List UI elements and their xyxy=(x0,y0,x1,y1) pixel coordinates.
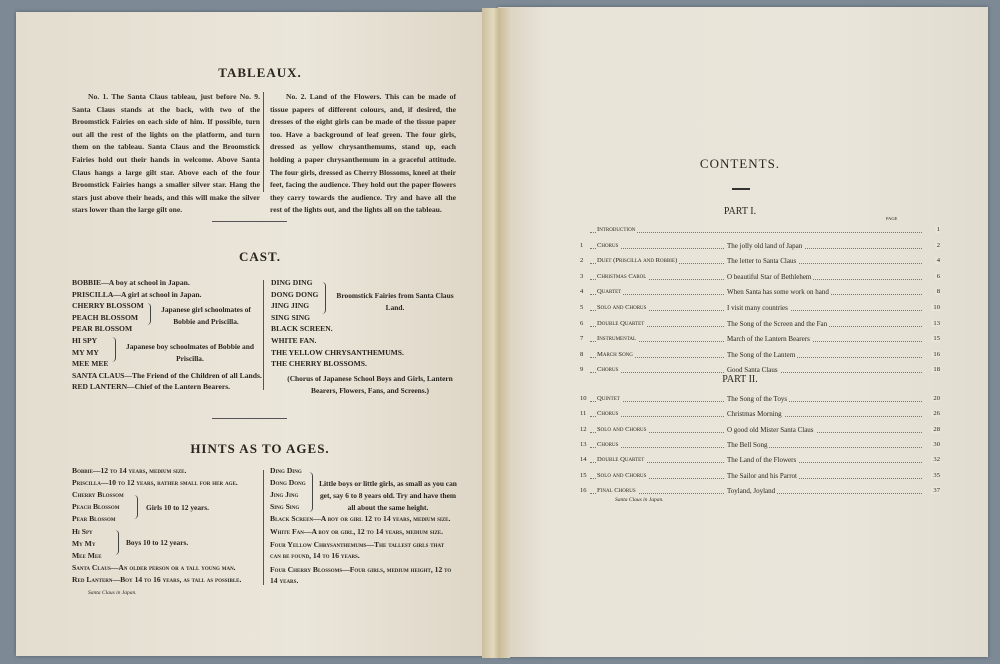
tableau-1-text: No. 1. The Santa Claus tableau, just before No. 9. Santa Claus stands at the back, with two of the Broomstick Fairies on each side of him. If possible, turn out all the rest of the lights on the platform, and turn them on the tableau. Santa Claus and the Broomstick Fairies hold out their hands in welcome. Above Santa Claus hangs a large gilt star. Above each of the four Broomstick Fairies hangs a smaller silver star. Hang the stars just above their heads, and this will make the silver stars lower than the large gilt one. xyxy=(72,92,260,215)
entry-page: 6 xyxy=(936,272,940,280)
list-item: JING JING xyxy=(271,301,310,311)
list-item: Santa Claus—An older person or a tall young man. xyxy=(72,562,236,572)
entry-type: Chorus xyxy=(597,440,619,448)
list-item: BOBBIE—A boy at school in Japan. xyxy=(72,278,190,287)
list-item: THE YELLOW CHRYSANTHEMUMS. xyxy=(271,347,404,357)
list-item: Pear Blossom xyxy=(72,514,116,524)
list-item: My My xyxy=(72,538,96,548)
list-item: SANTA CLAUS—The Friend of the Children of all Lands. xyxy=(72,370,262,380)
entry-page: 1 xyxy=(936,226,940,233)
list-item: CHERRY BLOSSOM xyxy=(72,301,144,311)
entry-song: The letter to Santa Claus xyxy=(727,257,797,266)
divider xyxy=(212,418,287,419)
entry-song: I visit many countries xyxy=(727,304,788,312)
contents-entry[interactable] xyxy=(580,441,940,453)
list-item: DONG DONG xyxy=(271,289,319,299)
contents-entry[interactable] xyxy=(580,273,940,285)
list-item: Bobbie—12 to 14 years, medium size. xyxy=(72,466,187,475)
entry-page: 37 xyxy=(933,486,940,494)
entry-page: 28 xyxy=(933,425,940,433)
entry-number: 12 xyxy=(580,425,587,433)
part-1-title: PART I. xyxy=(723,206,757,217)
hints-fairies-note: Little boys or little girls, as small as you can get, say 6 to 8 years old. Try and have them all about the same height. xyxy=(319,479,457,512)
cast-boys-note: Japanese boy schoolmates of Bobbie and Priscilla. xyxy=(126,342,254,363)
cast-chorus-note: (Chorus of Japanese School Boys and Girls, Lantern Bearers, Flowers, Fans, and Screens.) xyxy=(287,374,453,395)
entry-type: Duet (Priscilla and Robbie) xyxy=(597,257,678,265)
contents-entry[interactable] xyxy=(580,288,940,300)
entry-page: 18 xyxy=(933,366,940,374)
cast-title: CAST. xyxy=(239,249,281,264)
contents-entry[interactable] xyxy=(580,351,940,363)
entry-type: Chorus xyxy=(597,366,619,374)
entry-song: The Song of the Screen and the Fan xyxy=(727,319,828,328)
list-item: Cherry Blossom xyxy=(72,490,124,500)
entry-type: Christmas Carol xyxy=(597,272,647,280)
contents-entry[interactable] xyxy=(580,320,940,332)
contents-entry[interactable] xyxy=(580,410,940,422)
entry-number: 13 xyxy=(580,440,587,448)
entry-type: Quintet xyxy=(597,395,620,402)
entry-number: 15 xyxy=(580,471,587,479)
entry-page: 30 xyxy=(933,440,940,448)
entry-type: Quartet xyxy=(597,288,622,296)
entry-song: The Song of the Toys xyxy=(727,395,788,403)
list-item: BLACK SCREEN. xyxy=(271,324,333,334)
entry-type: March Song xyxy=(597,350,633,358)
hints-boys-note: Boys 10 to 12 years. xyxy=(126,538,189,547)
entry-page: 26 xyxy=(933,410,940,418)
entry-type: Chorus xyxy=(597,410,619,418)
entry-page: 2 xyxy=(936,241,940,249)
entry-type: Introduction xyxy=(597,226,636,233)
entry-type: Final Chorus xyxy=(597,486,636,494)
entry-page: 4 xyxy=(936,257,940,265)
booklet-spine xyxy=(482,8,510,658)
list-item: WHITE FAN. xyxy=(271,336,317,345)
entry-song: The jolly old land of Japan xyxy=(727,241,803,250)
contents-entry[interactable] xyxy=(580,257,940,269)
list-item: MY MY xyxy=(72,347,99,357)
entry-song: Christmas Morning xyxy=(727,410,782,419)
entry-type: Solo and Chorus xyxy=(597,304,647,311)
list-item: PEAR BLOSSOM xyxy=(72,324,133,334)
entry-number: 5 xyxy=(580,304,584,311)
list-item: White Fan—A boy or girl, 12 to 14 years, medium size. xyxy=(270,526,444,536)
contents-entry[interactable] xyxy=(580,395,940,407)
entry-number: 1 xyxy=(580,241,584,249)
entry-number: 3 xyxy=(580,272,584,280)
list-item: DING DING xyxy=(271,278,313,287)
entry-song: When Santa has some work on hand xyxy=(727,288,829,297)
contents-entry[interactable] xyxy=(580,456,940,468)
entry-number: 10 xyxy=(580,395,587,402)
list-item: Hi Spy xyxy=(72,526,93,536)
list-item: Dong Dong xyxy=(270,478,306,488)
list-item: PRISCILLA—A girl at school in Japan. xyxy=(72,289,202,299)
entry-number: 11 xyxy=(580,410,587,418)
entry-song: The Sailor and his Parrot xyxy=(727,471,797,480)
contents-entry[interactable] xyxy=(580,426,940,438)
entry-page: 16 xyxy=(933,350,940,358)
contents-entry[interactable] xyxy=(580,335,940,347)
contents-entry[interactable] xyxy=(580,226,940,238)
hints-girls-note: Girls 10 to 12 years. xyxy=(146,503,210,512)
entry-page: 8 xyxy=(936,288,940,296)
entry-song: March of the Lantern Bearers xyxy=(727,335,810,344)
contents-title: CONTENTS. xyxy=(699,156,781,171)
entry-song: O beautiful Star of Bethlehem xyxy=(727,272,812,281)
cast-fairies-note: Broomstick Fairies from Santa Claus Land. xyxy=(336,291,454,312)
contents-entry[interactable] xyxy=(580,242,940,254)
list-item: Jing Jing xyxy=(270,490,299,500)
list-item: PEACH BLOSSOM xyxy=(72,312,139,322)
cast-girls-note: Japanese girl schoolmates of Bobbie and Priscilla. xyxy=(161,305,251,326)
entry-page: 10 xyxy=(933,304,940,311)
entry-type: Solo and Chorus xyxy=(597,425,647,433)
entry-number: 9 xyxy=(580,366,584,374)
part-2-title: PART II. xyxy=(722,374,758,385)
entry-song: The Land of the Flowers xyxy=(727,456,797,465)
divider xyxy=(212,221,287,222)
hints-title: HINTS AS TO AGES. xyxy=(190,441,330,456)
list-item: Ding Ding xyxy=(270,466,302,475)
tableaux-title: TABLEAUX. xyxy=(218,65,302,80)
entry-number: 4 xyxy=(580,288,584,296)
entry-type: Double Quartet xyxy=(597,319,645,327)
entry-type: Chorus xyxy=(597,241,619,249)
list-item: MEE MEE xyxy=(72,359,109,369)
entry-number: 2 xyxy=(580,257,584,265)
entry-number: 8 xyxy=(580,350,584,358)
entry-page: 13 xyxy=(933,319,940,327)
entry-type: Double Quartet xyxy=(597,456,645,464)
entry-page: 20 xyxy=(933,395,940,402)
list-item: THE CHERRY BLOSSOMS. xyxy=(271,359,367,369)
entry-number: 6 xyxy=(580,319,584,327)
list-item: Mee Mee xyxy=(72,550,102,560)
list-item: Red Lantern—Boy 14 to 16 years, as tall as possible. xyxy=(72,574,242,584)
entry-page: 35 xyxy=(933,471,940,479)
page-label: PAGE xyxy=(886,216,898,221)
right-page xyxy=(498,7,988,657)
entry-type: Instrumental xyxy=(597,335,637,343)
list-item: SING SING xyxy=(271,312,311,322)
entry-number: 7 xyxy=(580,335,584,343)
entry-song: Toyland, Joyland xyxy=(727,486,776,495)
entry-song: The Bell Song xyxy=(727,440,768,449)
entry-number: 14 xyxy=(580,456,587,464)
entry-song: Good Santa Claus xyxy=(727,366,778,375)
left-footer: Santa Claus in Japan. xyxy=(88,590,137,596)
entry-page: 15 xyxy=(933,335,940,343)
list-item: Priscilla—10 to 12 years, rather small for her age. xyxy=(72,478,238,488)
list-item: RED LANTERN—Chief of the Lantern Bearers. xyxy=(72,382,231,392)
entry-number: 16 xyxy=(580,486,587,494)
list-item: Four Cherry Blossoms—Four girls, medium height, 12 to 14 years. xyxy=(270,565,452,585)
list-item: Four Yellow Chrysanthemums—The tallest girls that can be found, 14 to 16 years. xyxy=(270,539,445,560)
list-item: Black Screen—A boy or girl 12 to 14 years, medium size. xyxy=(270,514,451,524)
list-item: HI SPY xyxy=(72,336,98,345)
entry-song: The Song of the Lantern xyxy=(727,350,796,359)
entry-type: Solo and Chorus xyxy=(597,471,647,479)
tableau-2-text: No. 2. Land of the Flowers. This can be made of tissue papers of different colours, and, if desired, the dresses of the eight girls can be made of the tissue paper too. Have a background of leaf green. The four girls, dressed as yellow chrysanthemums, stand up, each holding a paper chrysanthemum in a graceful attitude. The four girls, dressed as Cherry Blossoms, kneel at their feet, facing the audience. They hold out the paper flowers they carry towards the audience. Try and have all the rest of the lights out, and the lights all on the tableau. xyxy=(270,92,456,215)
contents-entry[interactable] xyxy=(580,304,940,316)
list-item: Sing Sing xyxy=(270,502,300,512)
right-footer: Santa Claus in Japan. xyxy=(615,497,664,503)
contents-entry[interactable] xyxy=(580,472,940,484)
entry-page: 32 xyxy=(933,456,940,464)
entry-song: O good old Mister Santa Claus xyxy=(727,425,814,434)
list-item: Peach Blossom xyxy=(72,502,120,512)
